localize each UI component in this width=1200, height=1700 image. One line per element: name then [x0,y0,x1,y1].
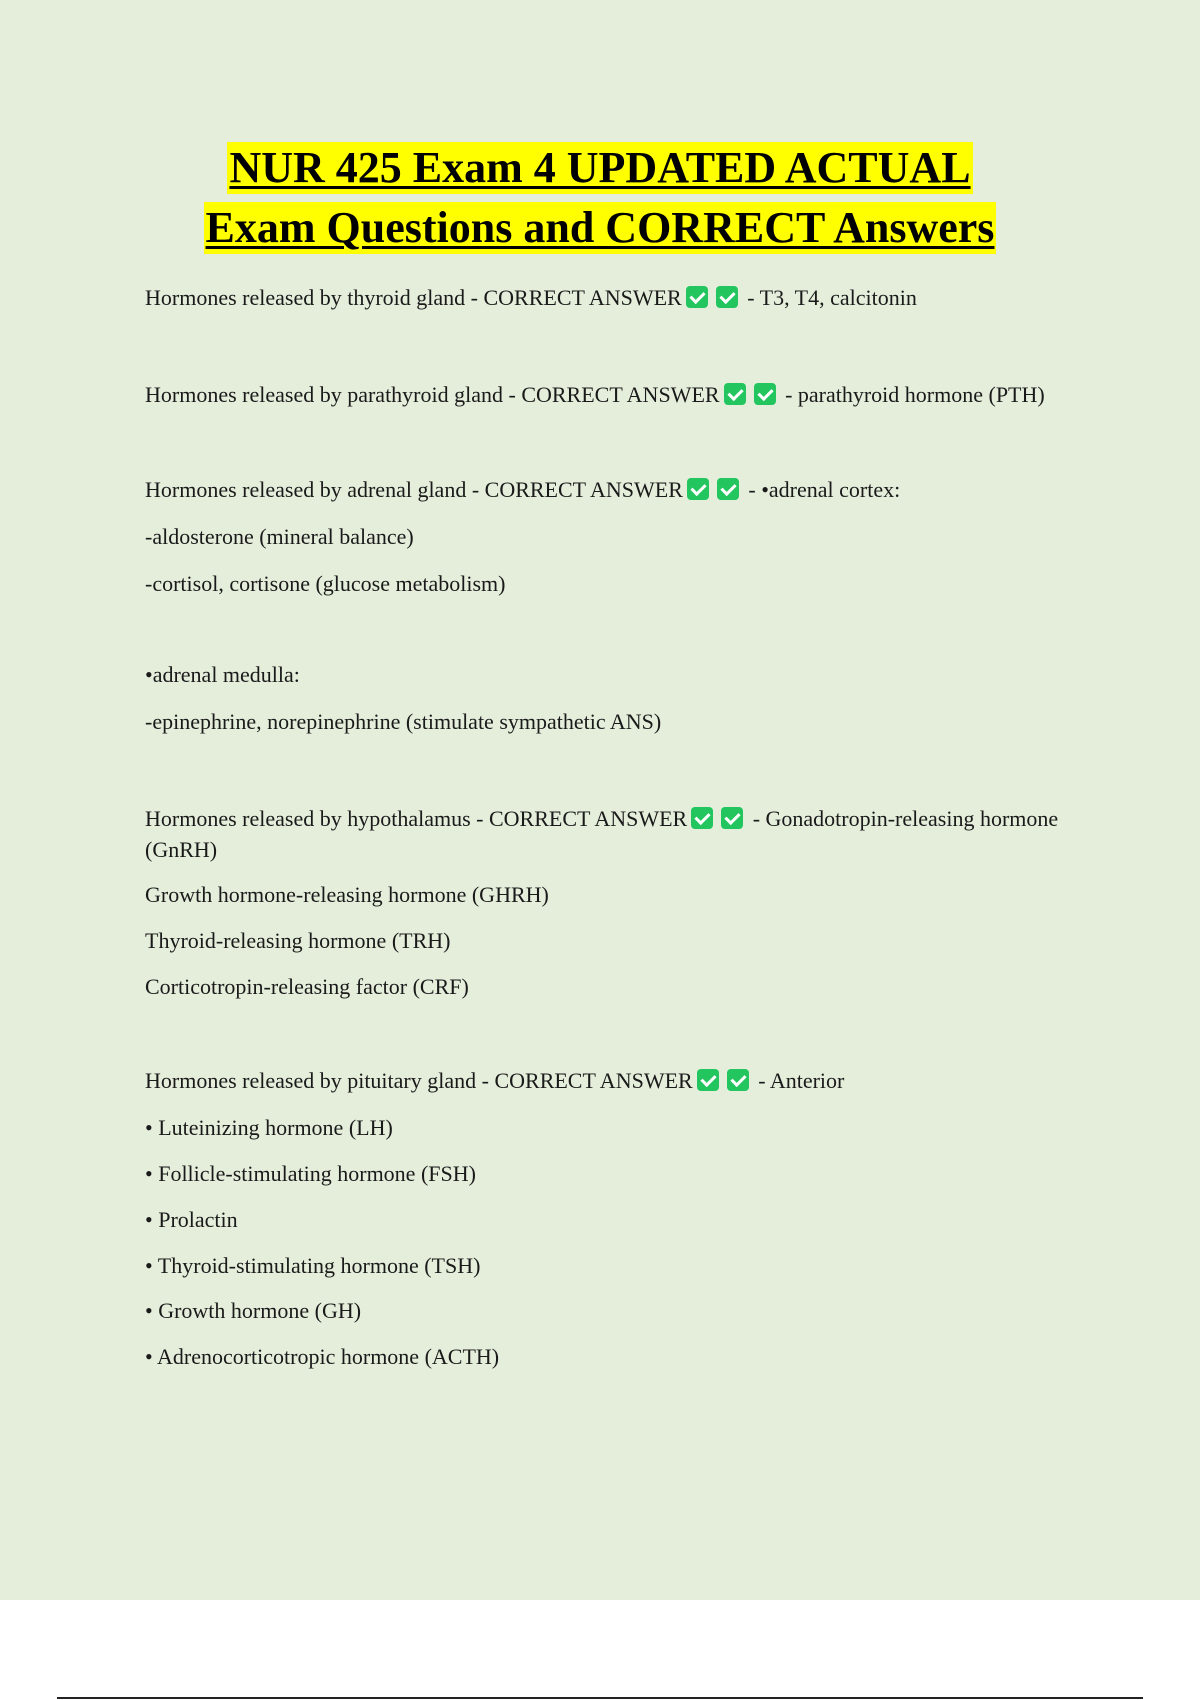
question-text: Hormones released by hypothalamus - CORRECT ANSWER [145,806,688,831]
answer-line: -cortisol, cortisone (glucose metabolism) [145,571,506,596]
check-box-icon [691,807,713,829]
check-box-icon [686,286,708,308]
answer-line: • Prolactin [145,1207,238,1232]
check-box-icon [716,286,738,308]
qa-item [145,379,1075,410]
qa-item [145,474,1075,505]
check-box-icon [717,478,739,500]
answer-text: - •adrenal cortex: [748,477,901,502]
title-line-2: Exam Questions and CORRECT Answers [205,203,995,252]
check-box-icon [721,807,743,829]
answer-text: - Anterior [758,1068,845,1093]
qa-item [145,282,1075,313]
question-text: Hormones released by parathyroid gland - CORRECT ANSWER [145,382,720,407]
answer-line: •adrenal medulla: [145,662,300,687]
question-text: Hormones released by thyroid gland - CORRECT ANSWER [145,285,682,310]
qa-item [145,1065,1075,1096]
answer-line: Corticotropin-releasing factor (CRF) [145,974,469,999]
answer-text: - Gonadotropin-releasing hormone (GnRH) [145,806,1059,862]
answer-line: Thyroid-releasing hormone (TRH) [145,928,451,953]
qa-content [145,282,1075,1372]
answer-line: • Adrenocorticotropic hormone (ACTH) [145,1344,500,1369]
question-text: Hormones released by adrenal gland - CORRECT ANSWER [145,477,683,502]
answer-line: • Thyroid-stimulating hormone (TSH) [145,1253,481,1278]
page-divider [57,1697,1143,1699]
check-box-icon [727,1069,749,1091]
question-text: Hormones released by pituitary gland - CORRECT ANSWER [145,1068,693,1093]
answer-line: • Luteinizing hormone (LH) [145,1115,393,1140]
answer-line: Growth hormone-releasing hormone (GHRH) [145,882,549,907]
answer-text: - T3, T4, calcitonin [747,285,917,310]
check-box-icon [724,383,746,405]
answer-text: - parathyroid hormone (PTH) [785,382,1045,407]
answer-line: -aldosterone (mineral balance) [145,524,414,549]
qa-item [145,803,1075,865]
answer-line: • Growth hormone (GH) [145,1298,362,1323]
answer-line: -epinephrine, norepinephrine (stimulate sympathetic ANS) [145,709,662,734]
check-box-icon [697,1069,719,1091]
check-box-icon [687,478,709,500]
answer-line: • Follicle-stimulating hormone (FSH) [145,1161,476,1186]
check-box-icon [754,383,776,405]
title-line-1: NUR 425 Exam 4 UPDATED ACTUAL [229,143,971,192]
document-title [0,142,1200,262]
